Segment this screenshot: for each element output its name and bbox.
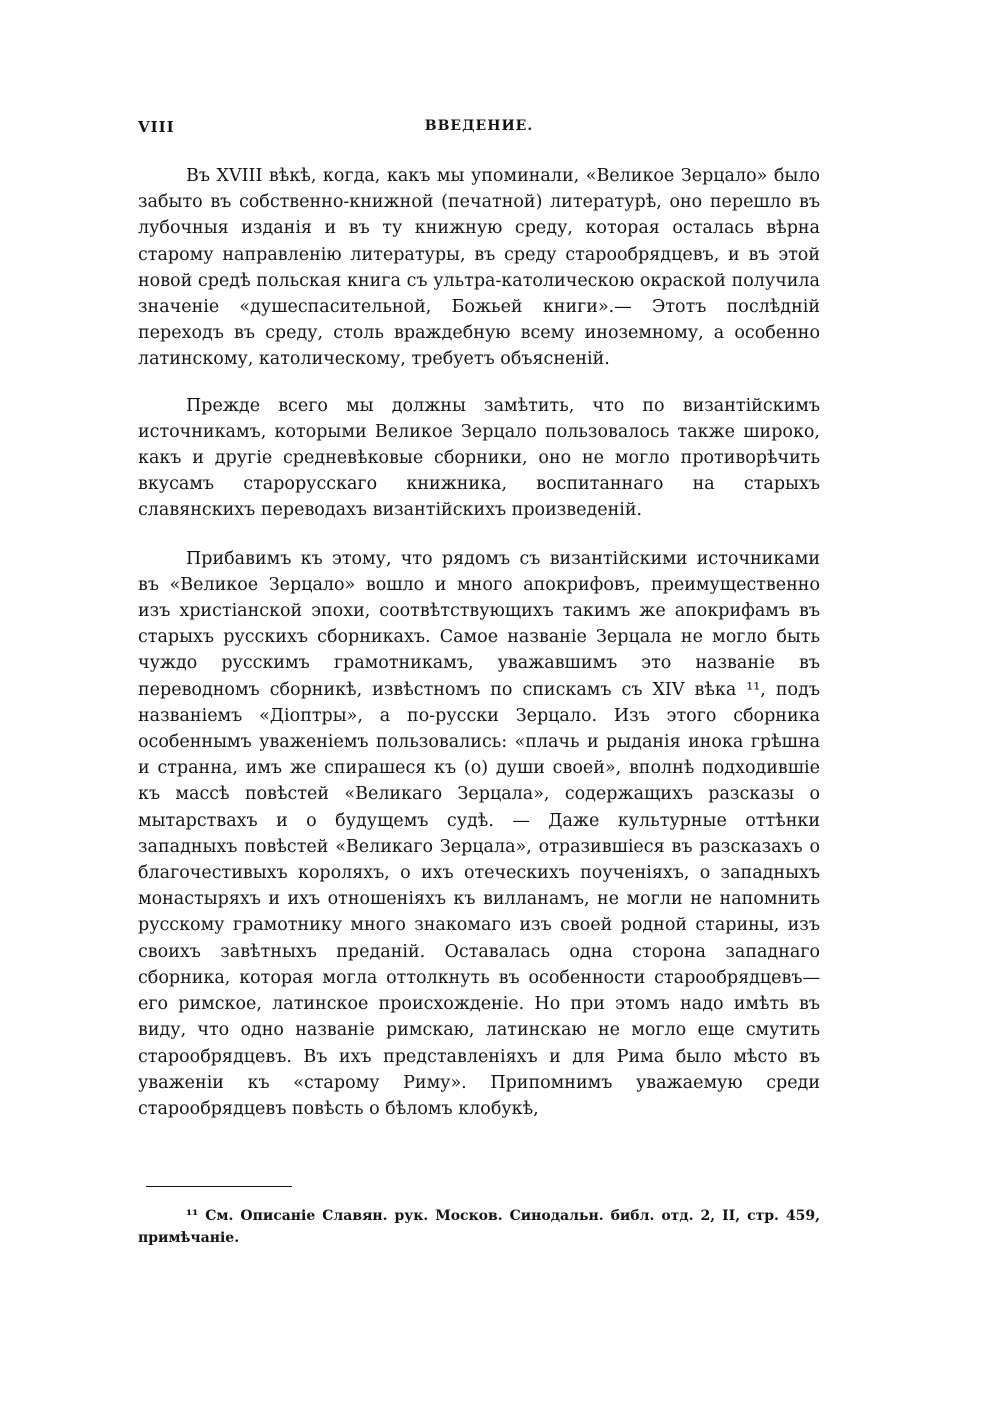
page-number: VIII: [138, 118, 175, 136]
paragraph: Въ XVIII вѣкѣ, когда, какъ мы упоминали, «Великое Зерцало» было забыто въ собственно-книжной (печатной) литературѣ, оно перешло въ лубочныя изданія и въ ту книжную среду, которая осталась вѣрна старому направленію литературы, въ среду старообрядцевъ, и въ этой новой средѣ польская книга съ ультра-католическою окраской получила значеніе «душеспасительной, Божьей книги».— Этотъ послѣдній переходъ въ среду, столь враждебную всему иноземному, а особенно латинскому, католическому, требуетъ объясненій.: [138, 166, 820, 370]
section-title: ВВЕДЕНИЕ.: [424, 118, 534, 134]
running-head: [138, 118, 820, 142]
footnote-divider: [146, 1186, 292, 1187]
paragraph: Прибавимъ къ этому, что рядомъ съ византійскими источниками въ «Великое Зерцало» вошло и много апокрифовъ, преимущественно изъ христіанской эпохи, соотвѣтствующихъ такимъ же апокрифамъ въ старыхъ русскихъ сборникахъ. Самое названіе Зерцала не могло быть чуждо русскимъ грамотникамъ, уважавшимъ это названіе въ переводномъ сборникѣ, извѣстномъ по спискамъ съ XIV вѣка ¹¹, подъ названіемъ «Діоптры», а по-русски Зерцало. Изъ этого сборника особеннымъ уваженіемъ пользовались: «плачь и рыданія инока грѣшна и странна, имъ же спирашеся къ (о) души своей», вполнѣ подходившіе къ массѣ повѣстей «Великаго Зерцала», содержащихъ разсказы о мытарствахъ и о будущемъ судѣ. — Даже культурные оттѣнки западныхъ повѣстей «Великаго Зерцала», отразившіеся въ разсказахъ о благочестивыхъ короляхъ, о ихъ отеческихъ поученіяхъ, о западныхъ монастыряхъ и ихъ отношеніяхъ къ вилланамъ, не могли не напомнить русскому грамотнику много знакомаго изъ своей родной старины, изъ своихъ завѣтныхъ преданій. Оставалась одна сторона западнаго сборника, которая могла оттолкнуть въ особенности старообрядцевъ—его римское, латинское происхожденіе. Но при этомъ надо имѣть въ виду, что одно названіе римскаю, латинскаю не могло еще смутить старообрядцевъ. Въ ихъ представленіяхъ и для Рима было мѣсто въ уваженіи къ «старому Риму». Припомнимъ уважаемую среди старообрядцевъ повѣсть о бѣломъ клобукѣ,: [138, 548, 820, 1119]
paragraph: Прежде всего мы должны замѣтить, что по византійскимъ источникамъ, которыми Великое Зерцало пользовалось также широко, какъ и другіе средневѣковые сборники, оно не могло противорѣчить вкусамъ старорусскаго книжника, воспитаннаго на старыхъ славянскихъ переводахъ византійскихъ произведеній.: [138, 395, 820, 521]
body-text: [138, 163, 820, 1122]
footnote: ¹¹ См. Описаніе Славян. рук. Москов. Синодальн. библ. отд. 2, II, стр. 459, примѣчаніе.: [138, 1208, 820, 1246]
